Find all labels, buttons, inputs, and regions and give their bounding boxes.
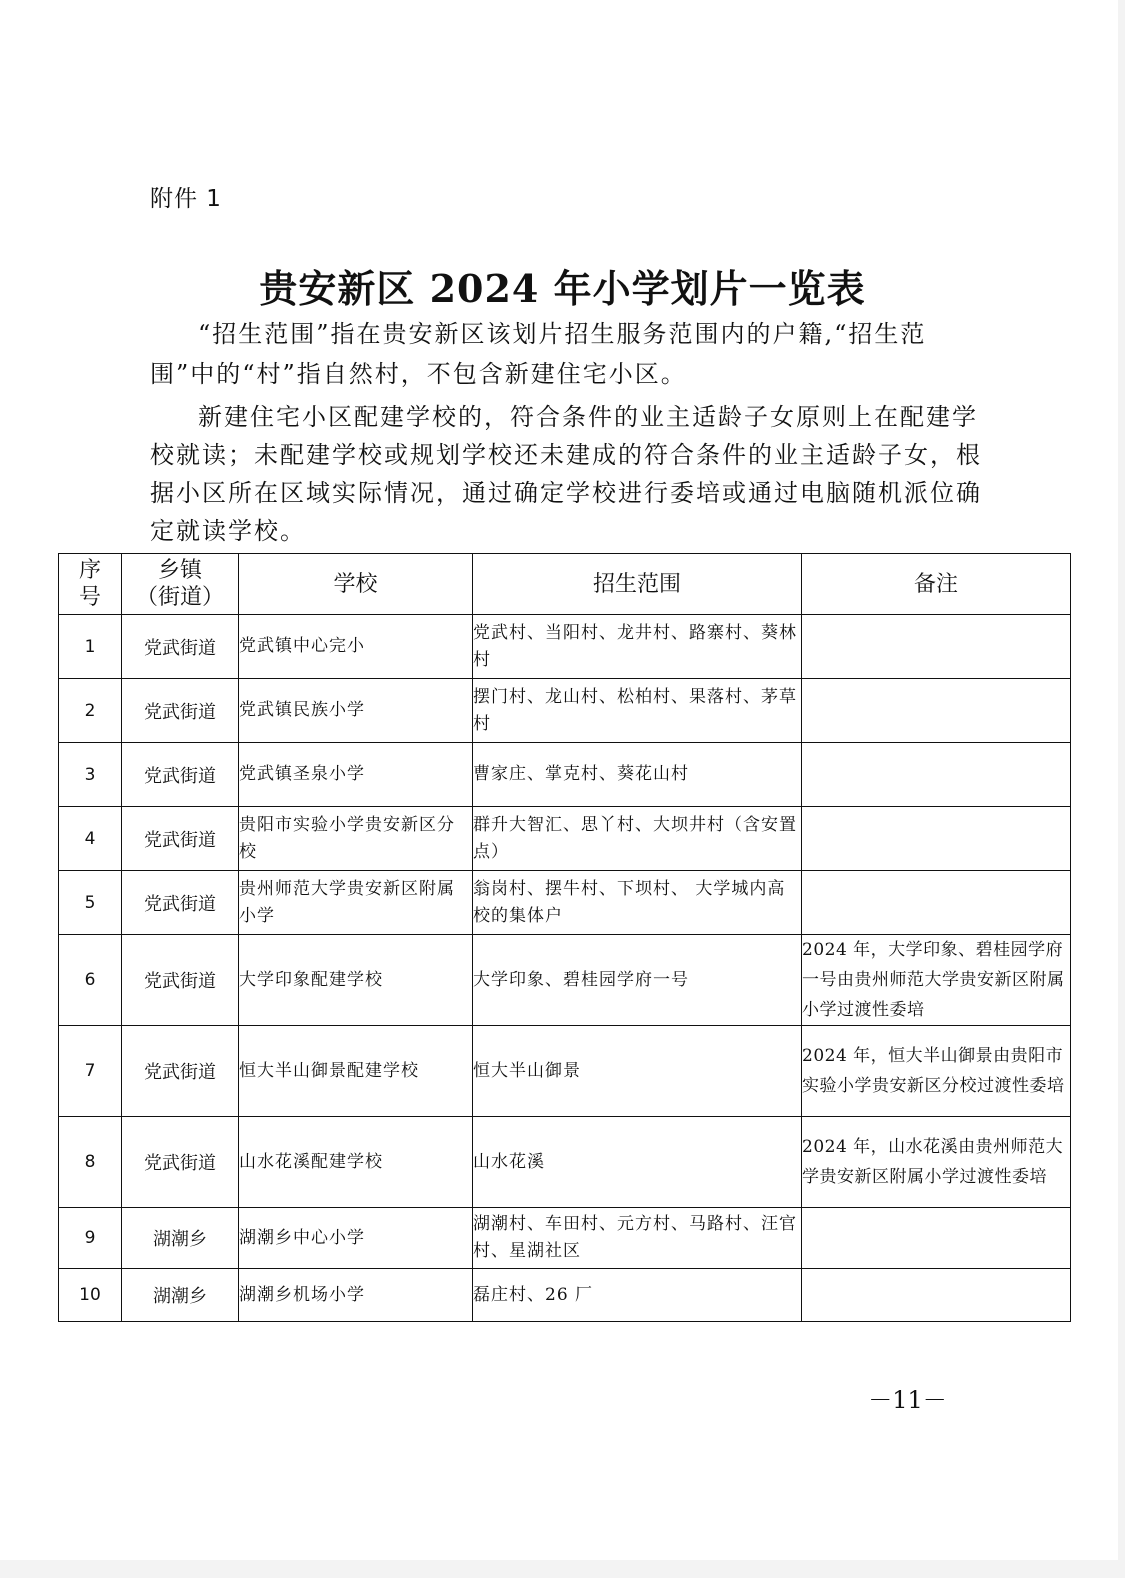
cell-note: 2024 年，恒大半山御景由贵阳市实验小学贵安新区分校过渡性委培 bbox=[802, 1026, 1071, 1117]
header-seq-line1: 序 bbox=[78, 558, 101, 583]
table-row bbox=[59, 1117, 1071, 1208]
table-row bbox=[59, 1208, 1071, 1269]
intro-text bbox=[150, 314, 990, 550]
cell-school: 大学印象配建学校 bbox=[239, 935, 473, 1026]
cell-school: 山水花溪配建学校 bbox=[239, 1117, 473, 1208]
cell-range: 山水花溪 bbox=[473, 1117, 802, 1208]
cell-no: 4 bbox=[59, 807, 122, 871]
table-row bbox=[59, 743, 1071, 807]
cell-range: 曹家庄、掌克村、葵花山村 bbox=[473, 743, 802, 807]
cell-note bbox=[802, 743, 1071, 807]
cell-town: 湖潮乡 bbox=[122, 1269, 239, 1322]
header-range: 招生范围 bbox=[473, 554, 802, 615]
header-note: 备注 bbox=[802, 554, 1071, 615]
cell-town: 党武街道 bbox=[122, 807, 239, 871]
header-town-line2: （街道） bbox=[135, 585, 224, 610]
cell-note bbox=[802, 1208, 1071, 1269]
cell-note bbox=[802, 1269, 1071, 1322]
cell-range: 翁岗村、摆牛村、下坝村、 大学城内高校的集体户 bbox=[473, 871, 802, 935]
cell-school: 党武镇中心完小 bbox=[239, 615, 473, 679]
cell-range: 湖潮村、车田村、元方村、马路村、汪官村、星湖社区 bbox=[473, 1208, 802, 1269]
table-header-row bbox=[59, 554, 1071, 615]
cell-no: 10 bbox=[59, 1269, 122, 1322]
cell-school: 贵阳市实验小学贵安新区分校 bbox=[239, 807, 473, 871]
cell-note bbox=[802, 871, 1071, 935]
page-title: 贵安新区 2024 年小学划片一览表 bbox=[259, 266, 866, 311]
cell-town: 党武街道 bbox=[122, 935, 239, 1026]
table-row bbox=[59, 935, 1071, 1026]
cell-school: 恒大半山御景配建学校 bbox=[239, 1026, 473, 1117]
cell-no: 8 bbox=[59, 1117, 122, 1208]
cell-no: 9 bbox=[59, 1208, 122, 1269]
cell-town: 党武街道 bbox=[122, 1117, 239, 1208]
cell-no: 5 bbox=[59, 871, 122, 935]
cell-range: 摆门村、龙山村、松柏村、果落村、茅草村 bbox=[473, 679, 802, 743]
cell-range: 恒大半山御景 bbox=[473, 1026, 802, 1117]
cell-no: 7 bbox=[59, 1026, 122, 1117]
table-row bbox=[59, 807, 1071, 871]
intro-paragraph-1: “招生范围”指在贵安新区该划片招生服务范围内的户籍,“招生范围”中的“村”指自然村，不包含新建住宅小区。 bbox=[150, 320, 927, 388]
cell-town: 党武街道 bbox=[122, 679, 239, 743]
header-school: 学校 bbox=[239, 554, 473, 615]
school-zoning-table bbox=[58, 553, 1071, 1322]
header-seq bbox=[59, 554, 122, 615]
cell-school: 湖潮乡机场小学 bbox=[239, 1269, 473, 1322]
intro-paragraph-2: 新建住宅小区配建学校的，符合条件的业主适龄子女原则上在配建学校就读；未配建学校或规划学校还未建成的符合条件的业主适龄子女，根据小区所在区域实际情况，通过确定学校进行委培或通过电脑随机派位确定就读学校。 bbox=[150, 403, 982, 545]
cell-school: 党武镇圣泉小学 bbox=[239, 743, 473, 807]
cell-range: 群升大智汇、思丫村、大坝井村（含安置点） bbox=[473, 807, 802, 871]
cell-town: 湖潮乡 bbox=[122, 1208, 239, 1269]
cell-note: 2024 年，大学印象、碧桂园学府一号由贵州师范大学贵安新区附属小学过渡性委培 bbox=[802, 935, 1071, 1026]
header-town-line1: 乡镇 bbox=[157, 558, 202, 583]
cell-no: 2 bbox=[59, 679, 122, 743]
table-row bbox=[59, 679, 1071, 743]
cell-range: 党武村、当阳村、龙井村、路寨村、葵林村 bbox=[473, 615, 802, 679]
cell-town: 党武街道 bbox=[122, 743, 239, 807]
cell-town: 党武街道 bbox=[122, 615, 239, 679]
table-row bbox=[59, 871, 1071, 935]
cell-note bbox=[802, 679, 1071, 743]
cell-school: 湖潮乡中心小学 bbox=[239, 1208, 473, 1269]
cell-town: 党武街道 bbox=[122, 1026, 239, 1117]
header-seq-line2: 号 bbox=[78, 585, 101, 610]
cell-range: 磊庄村、26 厂 bbox=[473, 1269, 802, 1322]
cell-note bbox=[802, 807, 1071, 871]
cell-note bbox=[802, 615, 1071, 679]
cell-no: 1 bbox=[59, 615, 122, 679]
page-number: －11－ bbox=[868, 1386, 947, 1414]
table-row bbox=[59, 1269, 1071, 1322]
cell-school: 贵州师范大学贵安新区附属小学 bbox=[239, 871, 473, 935]
cell-no: 6 bbox=[59, 935, 122, 1026]
attachment-label: 附件 1 bbox=[150, 186, 222, 212]
table-row bbox=[59, 1026, 1071, 1117]
table-row bbox=[59, 615, 1071, 679]
cell-note: 2024 年，山水花溪由贵州师范大学贵安新区附属小学过渡性委培 bbox=[802, 1117, 1071, 1208]
cell-town: 党武街道 bbox=[122, 871, 239, 935]
cell-school: 党武镇民族小学 bbox=[239, 679, 473, 743]
header-town bbox=[122, 554, 239, 615]
cell-no: 3 bbox=[59, 743, 122, 807]
cell-range: 大学印象、碧桂园学府一号 bbox=[473, 935, 802, 1026]
